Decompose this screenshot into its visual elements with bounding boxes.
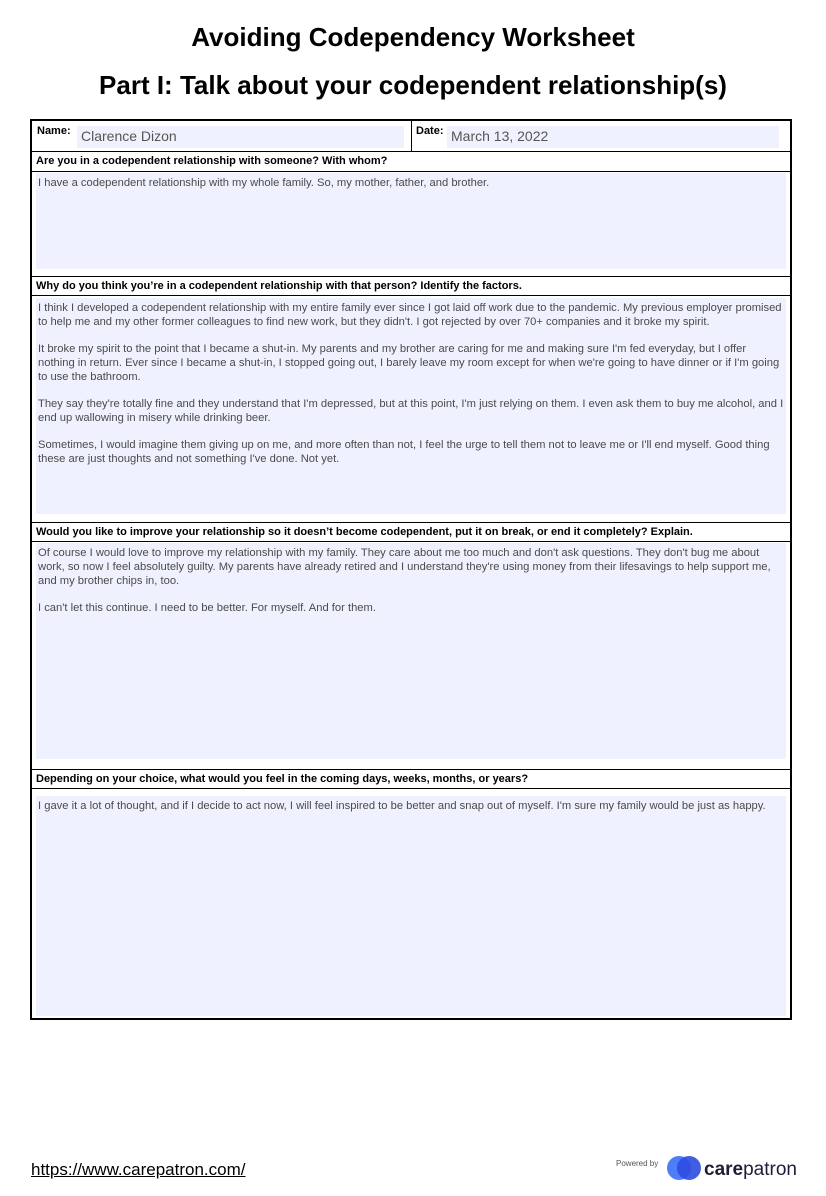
answer-2-paragraph-3: They say they're totally fine and they understand that I'm depressed, but at this point, I'm just relying on them. I even ask them to buy me alcohol, and I end up wallowing in misery while drinking beer.	[38, 398, 784, 424]
powered-by-label: Powered by	[616, 1159, 659, 1168]
carepatron-logo-icon	[666, 1155, 702, 1181]
brand-bold: care	[704, 1159, 744, 1180]
answer-2-field[interactable]	[36, 298, 786, 514]
name-field[interactable]: Clarence Dizon	[77, 126, 404, 148]
answer-1-field[interactable]	[36, 173, 786, 269]
answer-4-paragraph-1: I gave it a lot of thought, and if I decide to act now, I will feel inspired to be better and snap out of myself. I'm sure my family would be just as happy.	[38, 800, 766, 812]
name-date-row	[32, 121, 790, 152]
worksheet-form	[30, 119, 792, 1020]
answer-3-field[interactable]	[36, 543, 786, 759]
answer-3-paragraph-1: Of course I would love to improve my relationship with my family. They care about me too much and don't ask questions. They don't bug me about work, so now I feel absolutely guilty. My parents have already retired and I understand they're using money from their lifesavings to help support me, and my brother chips in, too.	[38, 547, 771, 587]
answer-1-paragraph-1: I have a codependent relationship with my whole family. So, my mother, father, and brother.	[38, 177, 490, 189]
carepatron-brand	[704, 1159, 797, 1181]
name-label: Name:	[37, 125, 71, 137]
worksheet-subtitle: Part I: Talk about your codependent relationship(s)	[99, 70, 727, 100]
answer-4-field[interactable]	[36, 796, 786, 1016]
worksheet-title: Avoiding Codependency Worksheet	[191, 22, 635, 52]
answer-2-paragraph-4: Sometimes, I would imagine them giving up on me, and more often than not, I feel the urge to tell them not to leave me or I'll end myself. Good thing these are just thoughts and not something I've done. Not yet.	[38, 439, 770, 465]
brand-rest: patron	[743, 1159, 797, 1180]
question-4-label: Depending on your choice, what would you feel in the coming days, weeks, months, or years?	[32, 769, 790, 789]
date-cell	[412, 121, 790, 151]
answer-2-paragraph-1: I think I developed a codependent relationship with my entire family ever since I got laid off work due to the pandemic. My previous employer promised to help me and my other former colleagues to find new work, but they didn't. I got rejected by over 70+ companies and it broke my spirit.	[38, 302, 782, 328]
date-field[interactable]: March 13, 2022	[447, 126, 779, 148]
carepatron-website-link[interactable]: https://www.carepatron.com/	[31, 1160, 246, 1179]
name-cell	[32, 121, 412, 151]
answer-3-paragraph-2: I can't let this continue. I need to be better. For myself. And for them.	[38, 602, 376, 614]
question-3-label: Would you like to improve your relationship so it doesn’t become codependent, put it on break, or end it completely? Explain.	[32, 522, 790, 542]
question-2-label: Why do you think you’re in a codependent relationship with that person? Identify the factors.	[32, 276, 790, 296]
date-label: Date:	[416, 125, 444, 137]
answer-2-paragraph-2: It broke my spirit to the point that I became a shut-in. My parents and my brother are caring for me and making sure I'm fed everyday, but I offer nothing in return. Ever since I became a shut-in, I stopped going out, I barely leave my room except for when we're going to have dinner or if I'm going to use the bathroom.	[38, 343, 780, 383]
question-1-label: Are you in a codependent relationship with someone? With whom?	[32, 152, 790, 172]
